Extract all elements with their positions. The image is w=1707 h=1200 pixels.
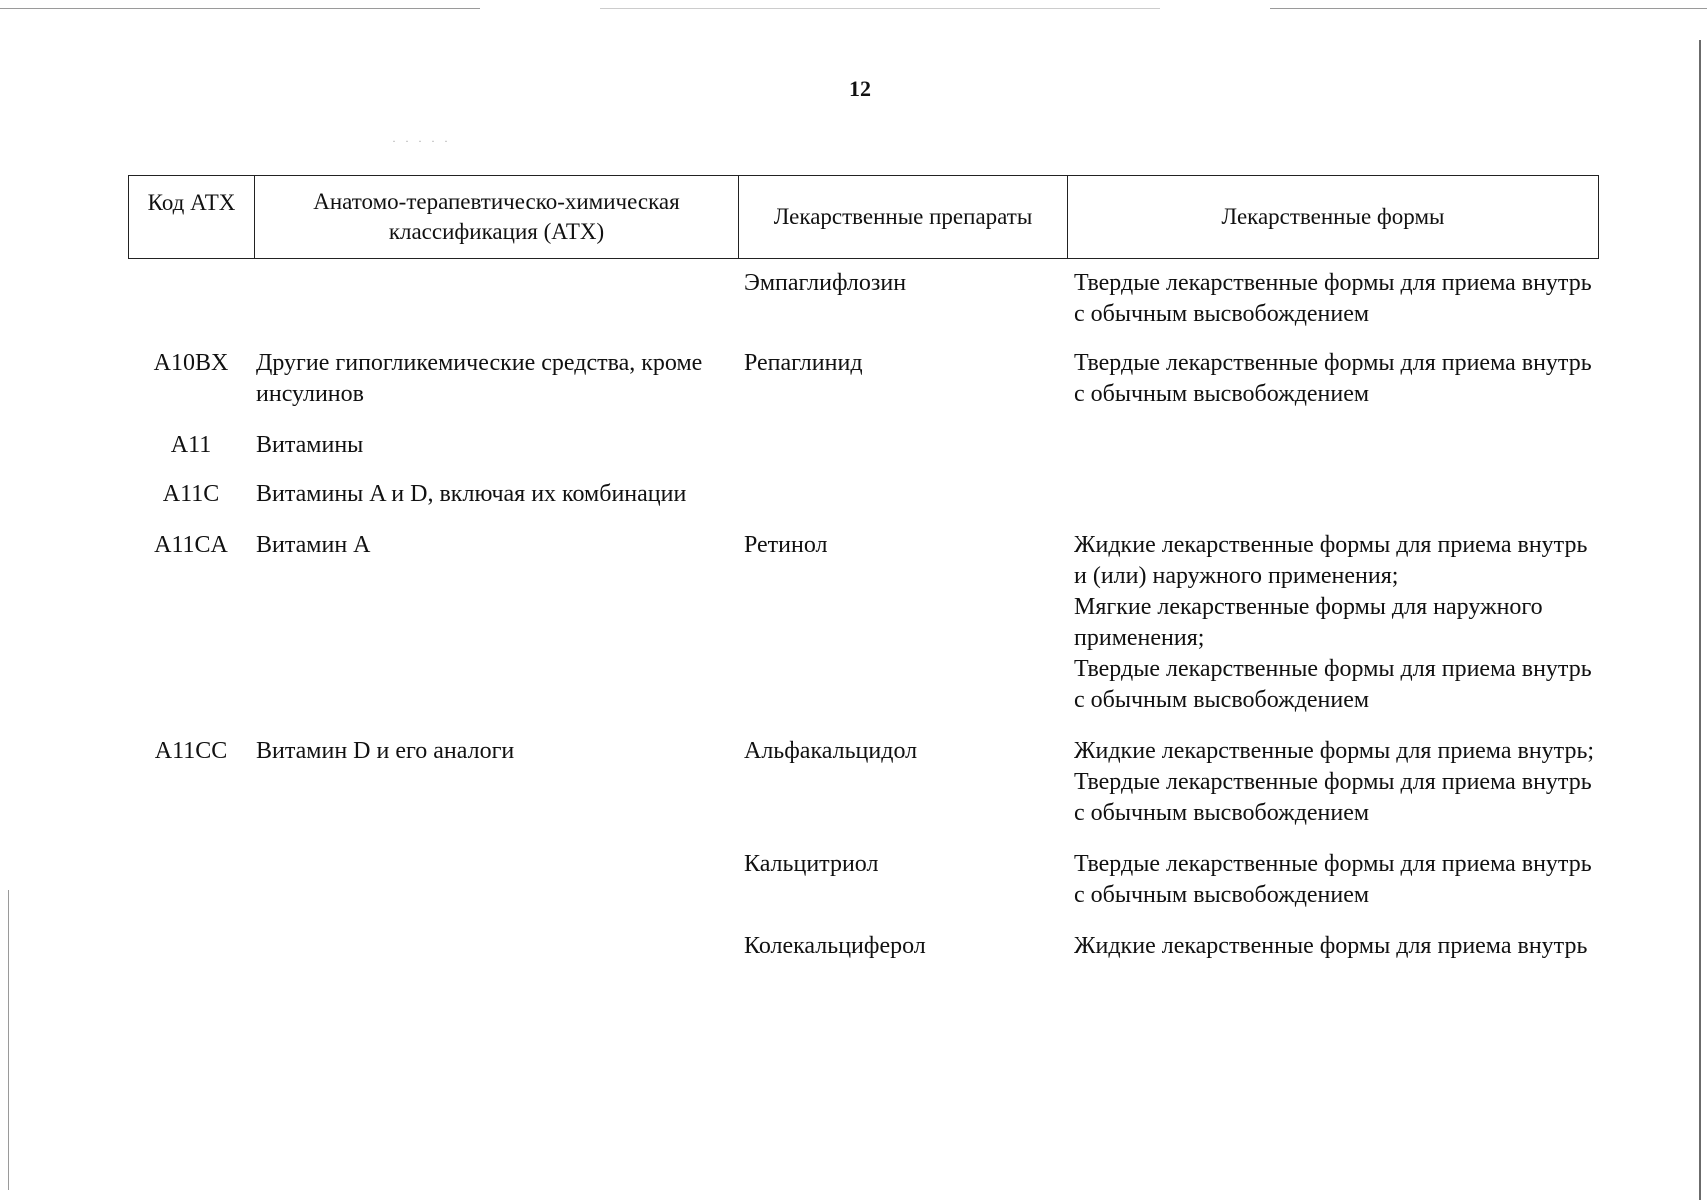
- dosage-form: Твердые лекарственные формы для приема внутрь с обычным высвобождением: [1074, 350, 1592, 407]
- scan-edge-top: [600, 8, 1160, 9]
- dosage-form: Жидкие лекарственные формы для приема внутрь;: [1074, 738, 1595, 764]
- drug-name: Ретинол: [744, 532, 828, 558]
- atc-classification: Витамин A: [256, 532, 371, 558]
- header-code: Код АТХ: [129, 176, 255, 258]
- table-row: [128, 479, 1599, 510]
- scan-edge-top: [0, 8, 480, 9]
- dosage-forms: [1067, 736, 1599, 829]
- page-number: 12: [849, 76, 871, 101]
- atc-classification: Витамин D и его аналоги: [256, 738, 515, 764]
- drug-entry: [738, 849, 1599, 911]
- scan-edge-left: [8, 890, 9, 1190]
- table-row: [128, 268, 1599, 330]
- dosage-form: Твердые лекарственные формы для приема внутрь с обычным высвобождением: [1074, 656, 1592, 713]
- scan-edge-top: [1270, 8, 1707, 9]
- atc-classification: [254, 268, 738, 330]
- drug-list: [738, 530, 1599, 716]
- dosage-forms: [1067, 348, 1599, 410]
- dosage-form: Мягкие лекарственные формы для наружного применения;: [1074, 594, 1543, 651]
- atc-code: A10BX: [153, 350, 229, 376]
- header-drugs: Лекарственные препараты: [739, 176, 1068, 258]
- drug-name: Колекальциферол: [744, 933, 926, 959]
- dosage-form: Твердые лекарственные формы для приема внутрь с обычным высвобождением: [1074, 851, 1592, 908]
- dosage-form: Твердые лекарственные формы для приема внутрь с обычным высвобождением: [1074, 270, 1592, 327]
- scan-edge-right: [1699, 40, 1701, 1200]
- table-row: [128, 348, 1599, 410]
- drug-name: Кальцитриол: [744, 851, 879, 877]
- header-forms: Лекарственные формы: [1221, 204, 1445, 229]
- drug-entry: [738, 268, 1599, 330]
- table-row: [128, 430, 1599, 461]
- atc-code: [128, 268, 254, 330]
- drug-entry: [738, 736, 1599, 829]
- drug-name: Репаглинид: [744, 350, 863, 376]
- drug-name: Эмпаглифлозин: [744, 270, 907, 296]
- atc-code: A11C: [162, 481, 220, 507]
- header-classification: Анатомо-терапевтическо-химическая классификация (АТХ): [255, 176, 739, 258]
- atc-classification: Витамины A и D, включая их комбинации: [256, 481, 687, 507]
- drug-name: Альфакальцидол: [744, 738, 918, 764]
- atc-code: A11CC: [154, 738, 228, 764]
- drug-list: [738, 479, 1599, 510]
- dosage-forms: [1067, 849, 1599, 911]
- drug-entry: [738, 348, 1599, 410]
- drug-entry: [738, 931, 1599, 962]
- dosage-form: Жидкие лекарственные формы для приема внутрь: [1074, 933, 1588, 959]
- dosage-forms: [1067, 268, 1599, 330]
- atc-code: A11CA: [154, 532, 228, 558]
- scan-speck: · · · · ·: [392, 134, 451, 148]
- dosage-forms: [1067, 530, 1599, 716]
- drug-list: [738, 268, 1599, 330]
- atc-classification: Другие гипогликемические средства, кроме инсулинов: [256, 350, 703, 407]
- table-row: [128, 530, 1599, 716]
- table-header: [128, 175, 1599, 259]
- dosage-form: Жидкие лекарственные формы для приема внутрь и (или) наружного применения;: [1074, 532, 1588, 589]
- dosage-form: Твердые лекарственные формы для приема внутрь с обычным высвобождением: [1074, 769, 1592, 826]
- drug-list: [738, 348, 1599, 410]
- atc-code: A11: [170, 432, 212, 458]
- table-body: [128, 268, 1599, 962]
- dosage-forms: [1067, 931, 1599, 962]
- drug-list: [738, 736, 1599, 962]
- table-row: [128, 736, 1599, 962]
- drug-list: [738, 430, 1599, 461]
- atc-classification: Витамины: [256, 432, 364, 458]
- drug-entry: [738, 530, 1599, 716]
